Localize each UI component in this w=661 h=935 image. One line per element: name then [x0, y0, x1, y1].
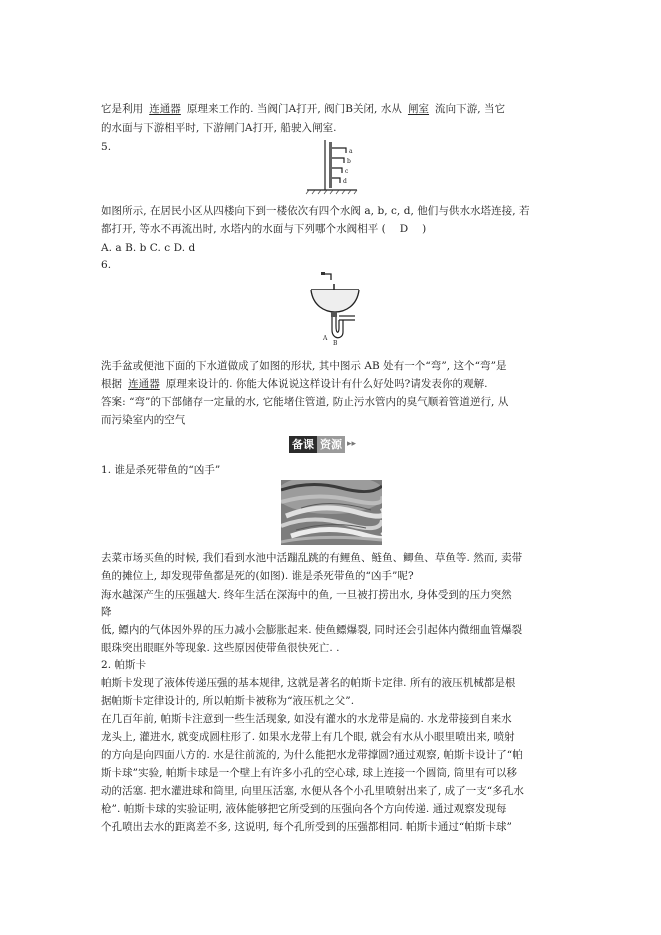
section-banner: [289, 436, 375, 453]
text-line-9: 根据 连通器 原理来设计的. 你能大体说说这样设计有什么好处吗?请发表你的观解.: [101, 378, 488, 390]
banner-arrow-icon: ▸▸: [347, 439, 357, 449]
text-line-17: 低, 鳔内的气体因外界的压力减小会膨胀起来. 使鱼鳔爆裂, 同时还会引起体内微细血管爆裂: [101, 624, 523, 636]
text-line-24: 的方向是向四面八方的. 水是往前流的, 为什么能把水龙带撑圆?通过观察, 帕斯卡设计了“帕: [101, 749, 523, 761]
text-line-26: 动的活塞. 把水灌进球和筒里, 向里压活塞, 水便从各个小孔里喷射出来了, 成了一支“多孔水: [101, 785, 524, 797]
valve-label-a: a: [349, 148, 353, 155]
blank-answer-lock-chamber: 闸室: [407, 103, 430, 115]
text-line-5: 都打开, 等水不再流出时, 水塔内的水面与下列哪个水阀相平 ( D ): [101, 223, 427, 235]
valve-label-d: d: [343, 178, 347, 185]
text-line-15: 海水越深产生的压强越大. 终年生活在深海中的鱼, 一旦被打捞出水, 身体受到的压力突然: [101, 589, 512, 601]
text-line-20: 帕斯卡发现了液体传递压强的基本规律, 这就是著名的帕斯卡定律. 所有的液压机械都是根: [101, 677, 516, 689]
text-line-1: 它是利用 连通器 原理来工作的. 当阀门A打开, 阀门B关闭, 水从 闸室 流向下游, 当它: [101, 103, 506, 115]
text-line-13: 去菜市场买鱼的时候, 我们看到水池中活蹦乱跳的有鲤鱼、鲢鱼、鲫鱼、草鱼等. 然而, 卖带: [101, 552, 523, 564]
water-tower-valves-figure: [305, 138, 360, 196]
point-label-b: B: [333, 340, 338, 347]
question-number-5: 5.: [101, 141, 112, 153]
text-line-8: 洗手盆或便池下面的下水道做成了如图的形状, 其中图示 AB 处有一个“弯”, 这个“弯”是: [101, 360, 507, 372]
text-line-14: 鱼的摊位上, 却发现带鱼都是死的(如图). 谁是杀死带鱼的“凶手”呢?: [101, 570, 414, 582]
ribbonfish-photo: [281, 480, 382, 545]
blank-answer-connector-2: 连通器: [128, 378, 160, 390]
text-line-25: 斯卡球”实验, 帕斯卡球是一个壁上有许多小孔的空心球, 球上连接一个圆筒, 筒里有可以移: [101, 767, 518, 779]
answer-options-line: A. a B. b C. c D. d: [101, 242, 196, 254]
heading-2: 2. 帕斯卡: [101, 659, 147, 671]
text-line-16: 降: [101, 606, 112, 618]
banner-part-2: 资源: [317, 436, 345, 453]
blank-answer-connector: 连通器: [149, 103, 181, 115]
text-line-22: 在几百年前, 帕斯卡注意到一些生活现象, 如没有灌水的水龙带是扁的. 水龙带接到自来水: [101, 713, 512, 725]
basin-u-trap-figure: [305, 270, 365, 352]
point-label-a: A: [323, 335, 328, 342]
valve-label-c: c: [345, 168, 349, 175]
text-line-18: 眼珠突出眼眶外等现象. 这些原因使带鱼很快死亡. .: [101, 642, 340, 654]
text-line-2: 的水面与下游相平时, 下游闸门A打开, 船驶入闸室.: [101, 122, 337, 134]
text-line-27: 枪”. 帕斯卡球的实验证明, 液体能够把它所受到的压强向各个方向传递. 通过观察发现每: [101, 803, 507, 815]
answer-line-2: 而污染室内的空气: [101, 414, 186, 426]
question-number-6: 6.: [101, 259, 112, 271]
text-line-4: 如图所示, 在居民小区从四楼向下到一楼依次有四个水阀 a, b, c, d, 他们与供水水塔连接, 若: [101, 205, 530, 217]
heading-1: 1. 谁是杀死带鱼的“凶手”: [101, 464, 221, 476]
text-line-28: 个孔喷出去水的距离差不多, 这说明, 每个孔所受到的压强都相同. 帕斯卡通过“帕斯卡球”: [101, 821, 512, 833]
answer-line-1: 答案: “弯”的下部储存一定量的水, 它能堵住管道, 防止污水管内的臭气顺着管道逆行, 从: [101, 396, 509, 408]
banner-part-1: 备课: [289, 436, 317, 453]
text-line-23: 龙头上, 灌进水, 就变成圆柱形了. 如果水龙带上有几个眼, 就会有水从小眼里喷出来, 喷射: [101, 731, 515, 743]
valve-label-b: b: [347, 158, 351, 165]
text-line-21: 据帕斯卡定律设计的, 所以帕斯卡被称为“液压机之父”.: [101, 695, 355, 707]
